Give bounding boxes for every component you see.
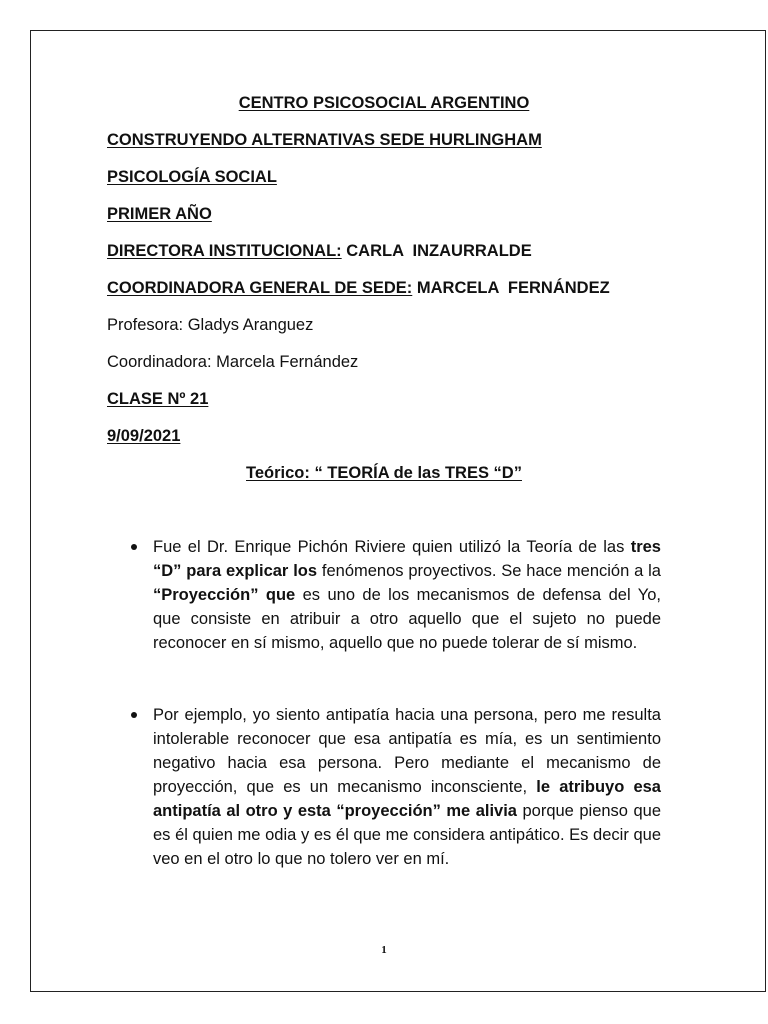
coordinator-plain-line: Coordinadora: Marcela Fernández bbox=[107, 353, 359, 371]
p1-text-2: fenómenos proyectivos. Se hace mención a la bbox=[317, 562, 661, 580]
bullet-icon bbox=[131, 712, 137, 718]
p1-text-1: Fue el Dr. Enrique Pichón Riviere quien utilizó la Teoría de las bbox=[153, 538, 631, 556]
director-line bbox=[107, 241, 532, 261]
p2-text-1: Por ejemplo, yo siento antipatía hacia una persona, pero me resulta intolerable reconocer que esa antipatía es mía, es un sentimiento negativo hacia esa persona. Pero mediante el mecanismo de proyección, que es un mecanismo inconsciente, bbox=[153, 706, 661, 796]
p2-text-2: porque pienso que es él quien me odia y es él que me considera antipático. Es decir que veo en el otro lo que no tolero ver en mí. bbox=[153, 802, 661, 868]
class-number: CLASE Nº 21 bbox=[107, 390, 209, 408]
director-name: CARLA INZAURRALDE bbox=[341, 242, 532, 260]
director-label: DIRECTORA INSTITUCIONAL: bbox=[107, 242, 342, 260]
p1-text-3: es uno de los mecanismos de defensa del Yo, que consiste en atribuir a otro aquello que el sujeto no puede reconocer en sí mismo, aquello que no puede tolerar de sí mismo. bbox=[153, 586, 661, 652]
p1-bold-2: “Proyección” que bbox=[153, 586, 296, 604]
branch-heading: CONSTRUYENDO ALTERNATIVAS SEDE HURLINGHAM bbox=[107, 131, 542, 149]
page-number: 1 bbox=[381, 944, 387, 956]
coordinator-name: MARCELA FERNÁNDEZ bbox=[412, 279, 610, 297]
class-date: 9/09/2021 bbox=[107, 427, 181, 445]
year-heading: PRIMER AÑO bbox=[107, 205, 212, 223]
p1-bold-1: tres “D” para explicar los bbox=[153, 538, 661, 580]
paragraph-projection-example bbox=[153, 703, 661, 871]
lesson-title: Teórico: “ TEORÍA de las TRES “D” bbox=[246, 464, 522, 482]
paragraph-projection-definition bbox=[153, 535, 661, 655]
coordinator-line bbox=[107, 278, 610, 298]
coordinator-label: COORDINADORA GENERAL DE SEDE: bbox=[107, 279, 413, 297]
program-heading: PSICOLOGÍA SOCIAL bbox=[107, 168, 277, 186]
institution-heading: CENTRO PSICOSOCIAL ARGENTINO bbox=[238, 94, 530, 112]
bullet-icon bbox=[131, 544, 137, 550]
p2-bold-1: le atribuyo esa antipatía al otro y esta “proyección” me alivia bbox=[153, 778, 661, 820]
professor-line: Profesora: Gladys Aranguez bbox=[107, 316, 314, 334]
